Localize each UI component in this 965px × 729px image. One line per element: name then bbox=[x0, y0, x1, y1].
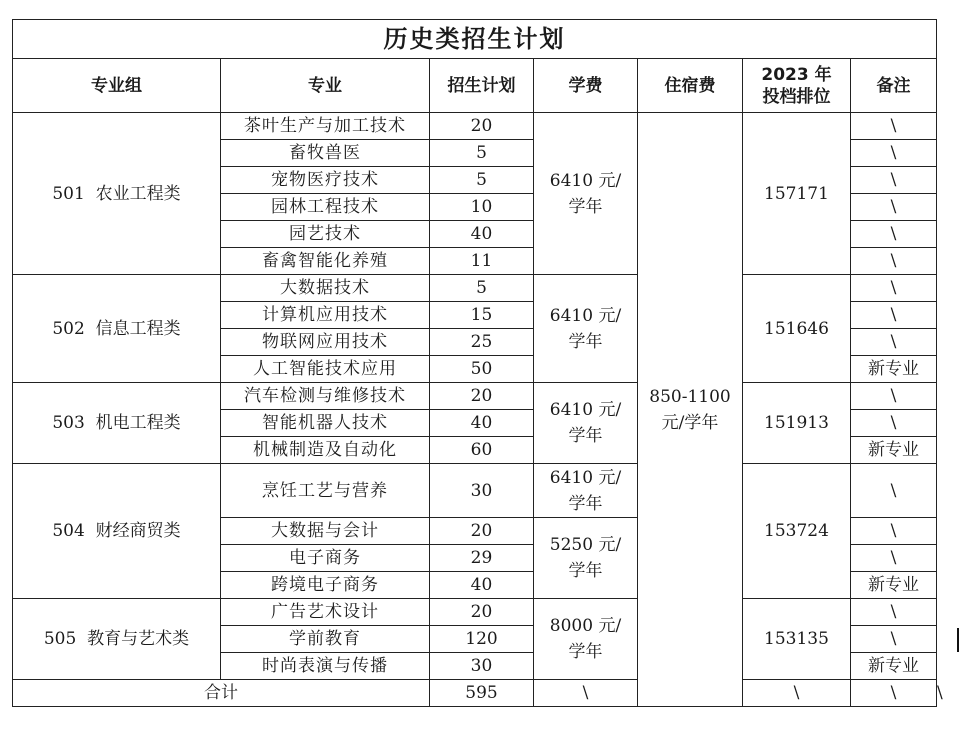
major-name: 烹饪工艺与营养 bbox=[221, 464, 430, 518]
note: \ bbox=[851, 221, 937, 248]
tuition: 6410 元/ 学年 bbox=[534, 464, 638, 518]
header-dorm: 住宿费 bbox=[638, 59, 743, 113]
enrollment-plan-table: 历史类招生计划 专业组 专业 招生计划 学费 住宿费 2023 年 投档排位 备注 501 农业工程类 茶叶生产与加工技术 20 6410 元/ 学年 850-1100 元/学年 157171 \ 畜牧兽医 5 \ 宠物医疗技术 5 \ 园林工程技术 10 \ 园艺技术 40 \ 畜禽智能化养殖 11 \ 502 信息工程类 大数据技术 5 6410 元/ 学年 151646 \ 计算机应用技术 15 \ 物联网应用技术 25 \ 人工智能技术应用 50 新专业 503 机电工程类 汽车检测与维修技术 20 6410 元/ 学年 151913 \ 智能机器人技术 40 \ 机械制造及自动化 60 新专业 504 财经商贸类 烹饪工艺与营养 30 6410 元/ 学年 153724 \ 大数据与会计 20 5250 元/ 学年 \ 电子商务 29 \ 跨境电子商务 40 新专业 505 教育与艺术类 广告艺术设计 20 8000 元/ 学年 153135 \ 学前教育 120 \ 时尚表演与传播 30 新专业 合计 595 \ \ \ \ bbox=[12, 19, 937, 707]
header-tuition: 学费 bbox=[534, 59, 638, 113]
plan-count: 29 bbox=[430, 545, 534, 572]
plan-count: 40 bbox=[430, 572, 534, 599]
plan-count: 20 bbox=[430, 113, 534, 140]
note: \ bbox=[851, 167, 937, 194]
note: \ bbox=[851, 302, 937, 329]
group-name: 502 信息工程类 bbox=[13, 275, 221, 383]
major-name: 时尚表演与传播 bbox=[221, 653, 430, 680]
plan-count: 30 bbox=[430, 653, 534, 680]
plan-count: 60 bbox=[430, 437, 534, 464]
major-name: 物联网应用技术 bbox=[221, 329, 430, 356]
rank: 153724 bbox=[743, 464, 851, 599]
text-cursor-mark bbox=[957, 628, 959, 652]
note: \ bbox=[851, 464, 937, 518]
plan-count: 10 bbox=[430, 194, 534, 221]
major-name: 学前教育 bbox=[221, 626, 430, 653]
note: \ bbox=[851, 599, 937, 626]
note: \ bbox=[851, 518, 937, 545]
header-major: 专业 bbox=[221, 59, 430, 113]
note: 新专业 bbox=[851, 437, 937, 464]
note: \ bbox=[851, 329, 937, 356]
note: \ bbox=[851, 194, 937, 221]
total-dorm: \ bbox=[743, 680, 851, 707]
note: \ bbox=[851, 113, 937, 140]
tuition: 6410 元/ 学年 bbox=[534, 113, 638, 275]
tuition: 6410 元/ 学年 bbox=[534, 275, 638, 383]
note: \ bbox=[851, 545, 937, 572]
major-name: 计算机应用技术 bbox=[221, 302, 430, 329]
header-plan: 招生计划 bbox=[430, 59, 534, 113]
note: \ bbox=[851, 410, 937, 437]
major-name: 人工智能技术应用 bbox=[221, 356, 430, 383]
plan-count: 120 bbox=[430, 626, 534, 653]
plan-count: 20 bbox=[430, 383, 534, 410]
tuition: 5250 元/ 学年 bbox=[534, 518, 638, 599]
plan-count: 5 bbox=[430, 167, 534, 194]
plan-count: 40 bbox=[430, 410, 534, 437]
major-name: 大数据技术 bbox=[221, 275, 430, 302]
note: \ bbox=[851, 626, 937, 653]
table-title: 历史类招生计划 bbox=[13, 20, 937, 59]
plan-count: 5 bbox=[430, 140, 534, 167]
tuition: 8000 元/ 学年 bbox=[534, 599, 638, 680]
major-name: 跨境电子商务 bbox=[221, 572, 430, 599]
note: 新专业 bbox=[851, 653, 937, 680]
tuition: 6410 元/ 学年 bbox=[534, 383, 638, 464]
plan-count: 30 bbox=[430, 464, 534, 518]
total-tuition: \ bbox=[534, 680, 638, 707]
plan-count: 15 bbox=[430, 302, 534, 329]
note: \ bbox=[851, 275, 937, 302]
total-rank: \ bbox=[851, 680, 937, 707]
group-name: 501 农业工程类 bbox=[13, 113, 221, 275]
header-note: 备注 bbox=[851, 59, 937, 113]
major-name: 畜禽智能化养殖 bbox=[221, 248, 430, 275]
dorm-fee: 850-1100 元/学年 bbox=[638, 113, 743, 707]
note: \ bbox=[851, 140, 937, 167]
rank: 151646 bbox=[743, 275, 851, 383]
major-name: 园林工程技术 bbox=[221, 194, 430, 221]
major-name: 园艺技术 bbox=[221, 221, 430, 248]
header-group: 专业组 bbox=[13, 59, 221, 113]
major-name: 机械制造及自动化 bbox=[221, 437, 430, 464]
header-rank: 2023 年 投档排位 bbox=[743, 59, 851, 113]
plan-count: 11 bbox=[430, 248, 534, 275]
plan-count: 40 bbox=[430, 221, 534, 248]
plan-count: 25 bbox=[430, 329, 534, 356]
rank: 153135 bbox=[743, 599, 851, 680]
plan-count: 50 bbox=[430, 356, 534, 383]
major-name: 大数据与会计 bbox=[221, 518, 430, 545]
major-name: 智能机器人技术 bbox=[221, 410, 430, 437]
rank: 151913 bbox=[743, 383, 851, 464]
total-label: 合计 bbox=[13, 680, 430, 707]
major-name: 宠物医疗技术 bbox=[221, 167, 430, 194]
group-name: 503 机电工程类 bbox=[13, 383, 221, 464]
major-name: 广告艺术设计 bbox=[221, 599, 430, 626]
total-plan: 595 bbox=[430, 680, 534, 707]
group-name: 504 财经商贸类 bbox=[13, 464, 221, 599]
note: \ bbox=[851, 248, 937, 275]
note: 新专业 bbox=[851, 356, 937, 383]
major-name: 汽车检测与维修技术 bbox=[221, 383, 430, 410]
major-name: 电子商务 bbox=[221, 545, 430, 572]
major-name: 畜牧兽医 bbox=[221, 140, 430, 167]
note: \ bbox=[851, 383, 937, 410]
rank: 157171 bbox=[743, 113, 851, 275]
major-name: 茶叶生产与加工技术 bbox=[221, 113, 430, 140]
plan-count: 5 bbox=[430, 275, 534, 302]
note: 新专业 bbox=[851, 572, 937, 599]
plan-count: 20 bbox=[430, 599, 534, 626]
group-name: 505 教育与艺术类 bbox=[13, 599, 221, 680]
plan-count: 20 bbox=[430, 518, 534, 545]
